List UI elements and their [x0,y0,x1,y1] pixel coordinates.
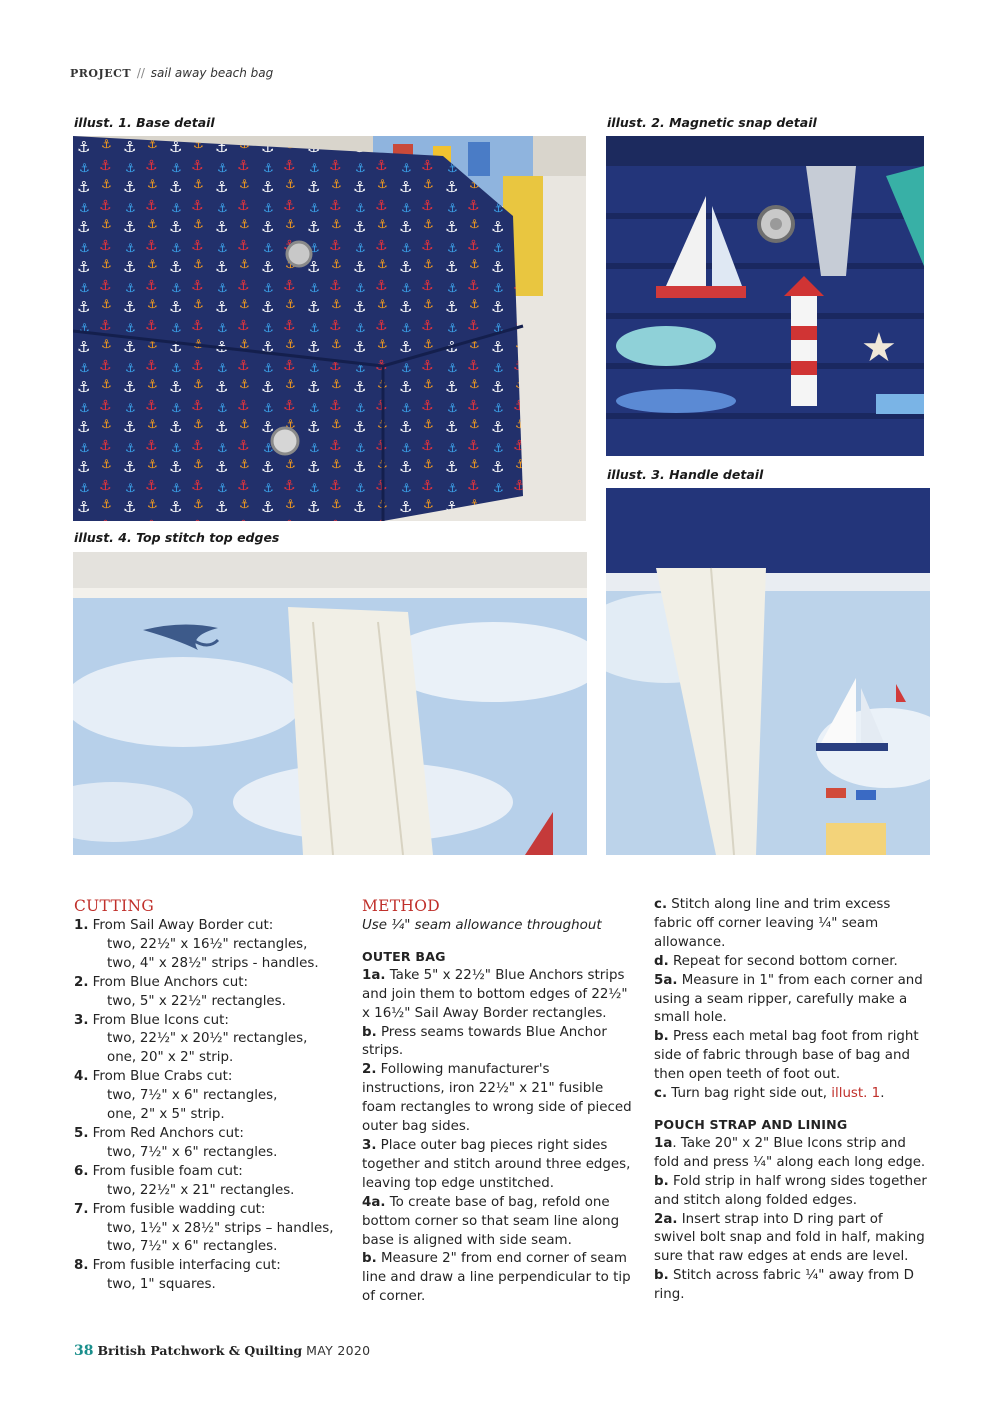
cutting-item-text: From Blue Crabs cut: [92,1069,233,1085]
step-label: 4a. [362,1194,386,1210]
cutting-item [74,1163,344,1182]
step-text: Stitch along line and trim excess fabric off corner leaving ¼" seam allowance. [654,897,891,950]
illustration-reference: illust. 1 [831,1086,881,1102]
cutting-sub-item: two, 7½" x 6" rectangles. [107,1239,278,1255]
method-step [362,1061,632,1137]
method-step [654,1173,928,1211]
cutting-sub-item: two, 22½" x 20½" rectangles, [107,1031,308,1047]
cutting-item-number: 5. [74,1125,89,1141]
anchor-fabric-photo-icon [73,136,586,521]
step-label: d. [654,953,669,969]
cutting-sub-item: two, 7½" x 6" rectangles. [107,1144,278,1160]
method-step [654,1135,928,1173]
seam-allowance-note: Use ¼" seam allowance throughout [362,918,602,933]
step-label: 2. [362,1062,377,1078]
cutting-item [74,1257,344,1276]
step-text: To create base of bag, refold one bottom corner so that seam line along base is aligned with side seam. [362,1194,620,1248]
method-step [362,1137,632,1194]
cutting-item [74,917,344,936]
step-label: b. [362,1251,377,1267]
cloud-fabric-photo-icon [73,552,587,855]
step-label: c. [654,1086,668,1102]
cutting-item-number: 4. [74,1069,89,1085]
illust-2-photo [606,136,924,456]
step-label: b. [362,1024,377,1040]
cutting-item-text: From fusible interfacing cut: [92,1258,281,1274]
step-label: 3. [362,1137,377,1153]
magazine-name: British Patchwork & Quilting [97,1343,303,1358]
issue-date: MAY 2020 [306,1343,371,1358]
method-step [654,896,928,953]
step-text: Fold strip in half wrong sides together and stitch along folded edges. [654,1173,927,1208]
illust-3-photo [606,488,930,855]
cutting-list [74,917,344,1295]
step-text: Insert strap into D ring part of swivel bolt snap and fold in half, making sure that raw edges at ends are level. [654,1211,925,1265]
cutting-sub-item: two, 1" squares. [107,1277,216,1293]
caption-illust-4: illust. 4. Top stitch top edges [74,530,280,545]
section-label: PROJECT [70,67,132,80]
method-step [362,1250,632,1307]
method-column-continued [654,896,928,1305]
cutting-item-number: 6. [74,1163,89,1179]
illust-1-photo [73,136,586,521]
cutting-sub-item: two, 5" x 22½" rectangles. [107,993,286,1009]
method-step [362,1024,632,1062]
method-step [654,972,928,1029]
step-text: . Take 20" x 2" Blue Icons strip and fold and press ¼" along each long edge. [654,1135,926,1170]
method-step [362,967,632,1024]
method-step [654,1085,928,1104]
step-text: Press seams towards Blue Anchor strips. [362,1024,607,1059]
step-text: Following manufacturer's instructions, iron 22½" x 21" fusible foam rectangles to wrong side of pieced outer bag sides. [362,1062,632,1135]
pouch-strap-heading: POUCH STRAP AND LINING [654,1116,848,1132]
step-label: b. [654,1173,669,1189]
cutting-sub-item: two, 22½" x 16½" rectangles, [107,936,308,952]
cutting-item-text: From Sail Away Border cut: [92,918,274,933]
cutting-item-number: 7. [74,1201,89,1217]
project-title: sail away beach bag [150,66,274,80]
step-label: 1a. [362,967,386,983]
caption-illust-1: illust. 1. Base detail [74,115,215,130]
cutting-item-text: From Blue Anchors cut: [92,974,249,990]
caption-illust-3: illust. 3. Handle detail [607,467,764,482]
caption-illust-2: illust. 2. Magnetic snap detail [607,115,817,130]
step-text: Stitch across fabric ¼" away from D ring. [654,1268,914,1303]
method-step [654,1211,928,1268]
cutting-item-number: 3. [74,1012,89,1028]
cutting-sub-item: two, 1½" x 28½" strips – handles, [107,1220,334,1236]
cutting-item-text: From Blue Icons cut: [92,1012,229,1028]
step-text: Press each metal bag foot from right side of fabric through base of bag and then open teeth of foot out. [654,1029,919,1083]
cutting-item-number: 8. [74,1258,89,1274]
cutting-item [74,1068,344,1087]
cutting-item-text: From fusible wadding cut: [92,1201,266,1217]
sailboat-fabric-photo-icon [606,136,924,456]
handle-photo-icon [606,488,930,855]
cutting-item-number: 2. [74,974,89,990]
page-footer [74,1343,370,1359]
method-step [654,1028,928,1085]
step-label: 5a. [654,972,678,988]
cutting-sub-item: one, 2" x 5" strip. [107,1107,225,1123]
cutting-sub-item: two, 4" x 28½" strips - handles. [107,955,319,971]
cutting-sub-item: two, 7½" x 6" rectangles, [107,1088,278,1104]
cutting-item-text: From Red Anchors cut: [92,1125,244,1141]
step-text: Place outer bag pieces right sides together and stitch around three edges, leaving top edge unstitched. [362,1137,631,1191]
cutting-column [74,896,344,1295]
outer-bag-steps [362,967,632,1307]
cutting-item [74,1201,344,1220]
step-text: Measure 2" from end corner of seam line and draw a line perpendicular to tip of corner. [362,1251,631,1305]
step-label: b. [654,1029,669,1045]
step-label: 1a [654,1135,673,1151]
method-step [362,1194,632,1251]
cutting-item-text: From fusible foam cut: [92,1163,243,1179]
method-heading: METHOD [362,897,440,915]
method-column [362,896,632,1307]
running-head [70,66,273,80]
method-step [654,953,928,972]
outer-bag-heading: OUTER BAG [362,948,446,964]
outer-bag-steps-continued [654,896,928,1104]
illust-4-photo [73,552,587,855]
step-text: Turn bag right side out, [671,1086,828,1102]
svg-text:★: ★ [861,325,897,371]
cutting-heading: CUTTING [74,897,155,915]
cutting-sub-item: one, 20" x 2" strip. [107,1050,234,1066]
step-label: 2a. [654,1211,678,1227]
page-number: 38 [74,1343,94,1359]
step-text-end: . [880,1086,885,1102]
step-text: Repeat for second bottom corner. [672,953,898,969]
cutting-item [74,1012,344,1031]
pouch-strap-steps [654,1135,928,1305]
step-text: Measure in 1" from each corner and using a seam ripper, carefully make a small hole. [654,972,923,1026]
method-step [654,1267,928,1305]
section-separator: // [136,66,145,80]
cutting-item [74,1125,344,1144]
cutting-item [74,974,344,993]
cutting-sub-item: two, 22½" x 21" rectangles. [107,1182,295,1198]
step-label: b. [654,1268,669,1284]
step-text: Take 5" x 22½" Blue Anchors strips and join them to bottom edges of 22½" x 16½" Sail Away Border rectangles. [362,967,628,1021]
cutting-item-number: 1. [74,918,89,933]
step-label: c. [654,897,668,912]
